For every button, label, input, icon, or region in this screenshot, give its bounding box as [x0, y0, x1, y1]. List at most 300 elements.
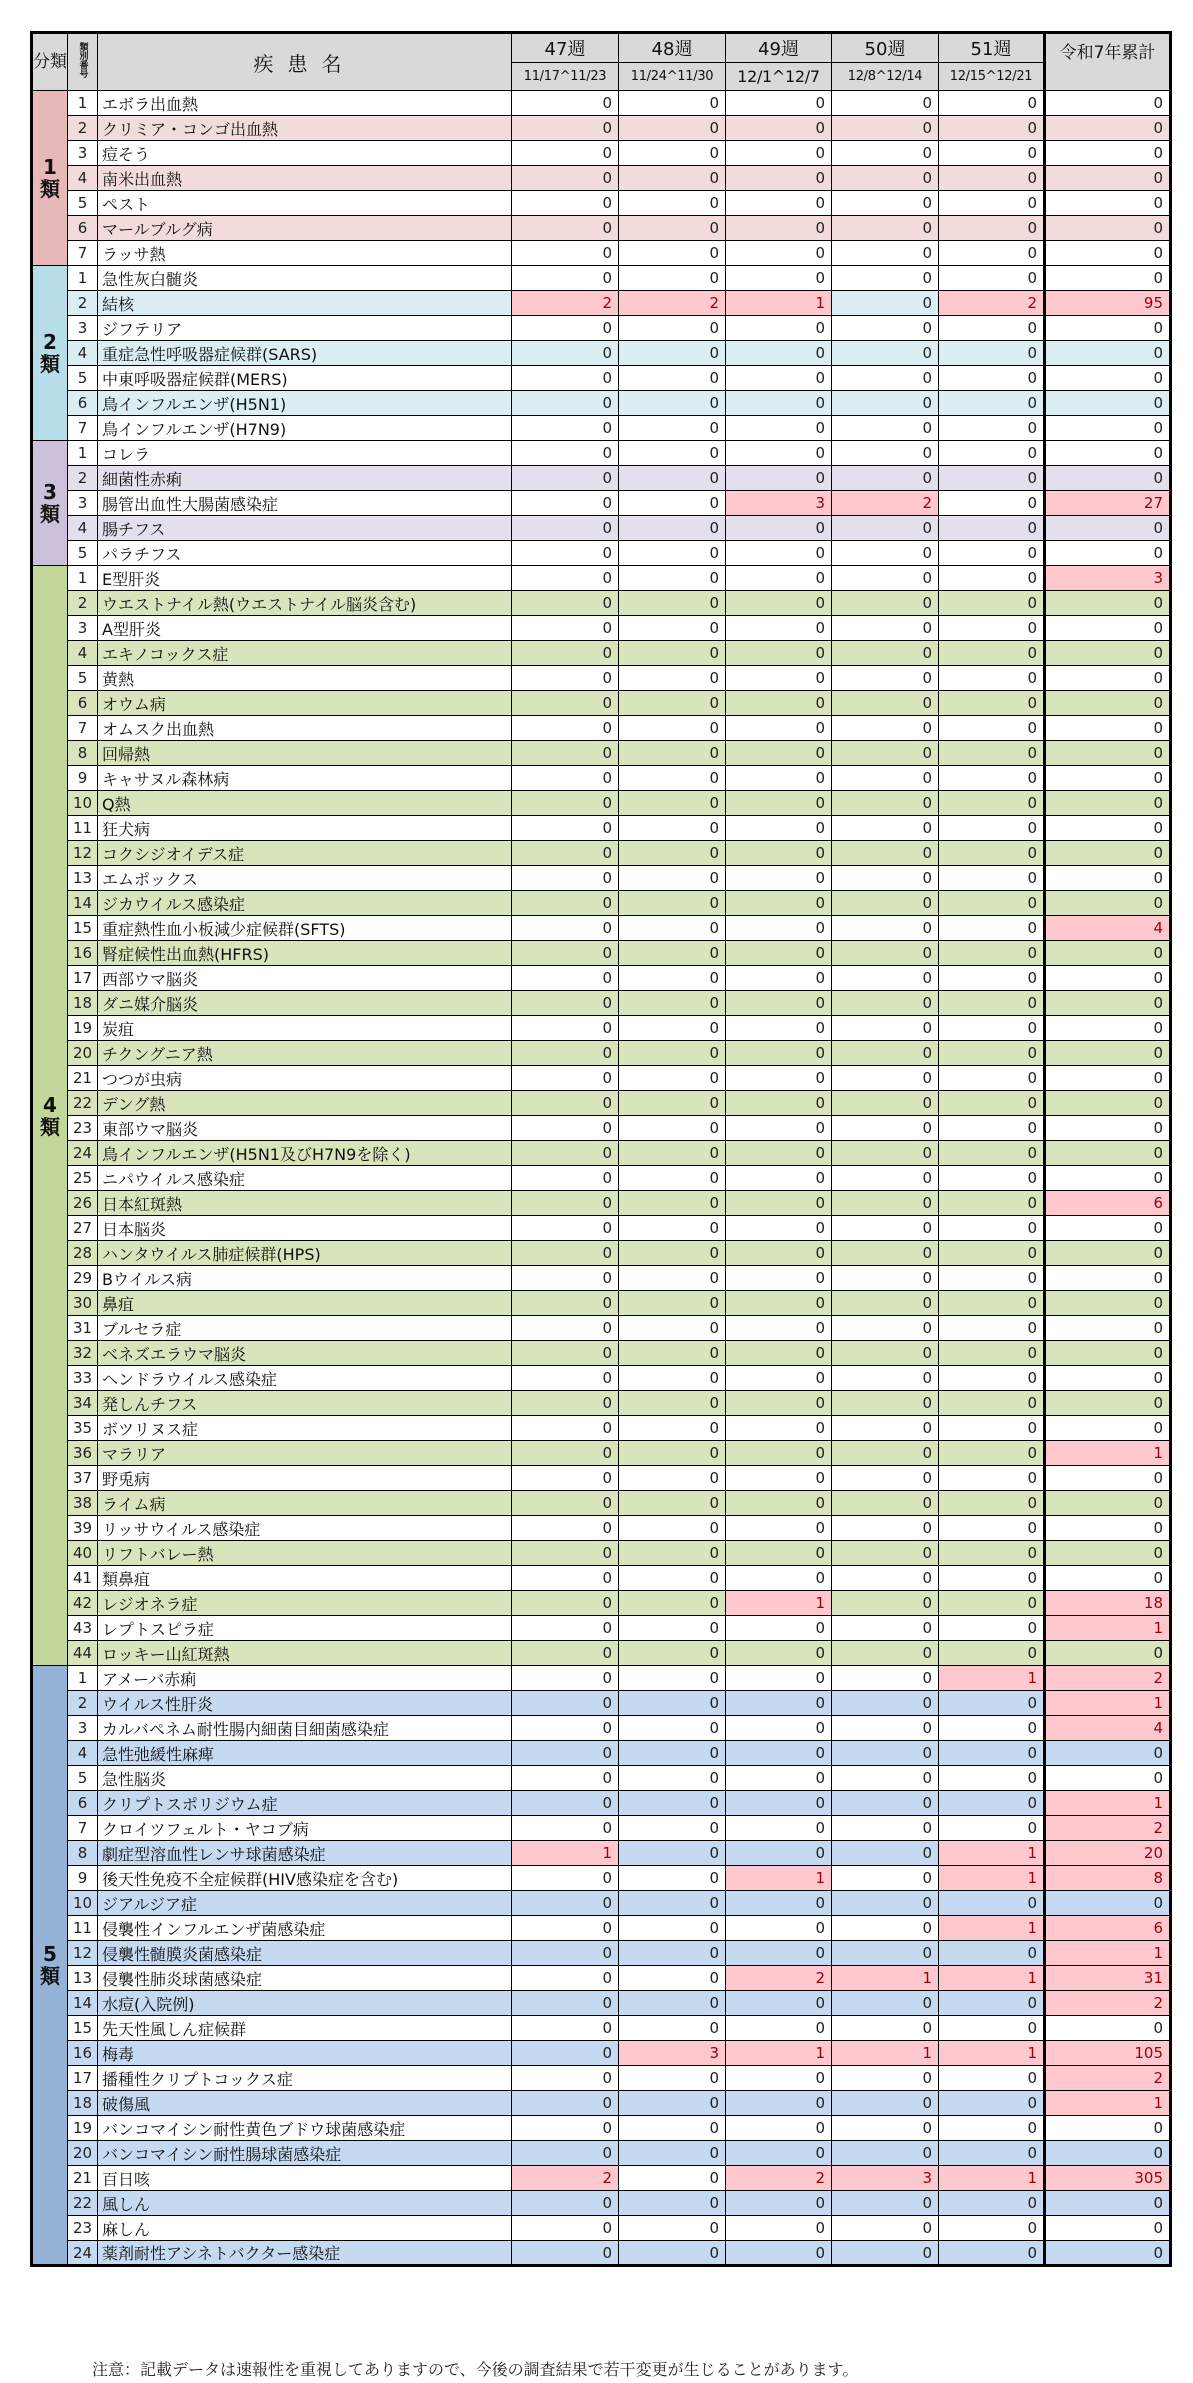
disease-name: ヘンドラウイルス感染症: [98, 1366, 512, 1391]
weekly-count: 0: [512, 216, 619, 241]
disease-number: 1: [68, 566, 98, 591]
table-row: [32, 1091, 1171, 1116]
class-label: 4類: [32, 566, 68, 1666]
annual-total: 0: [1045, 1766, 1171, 1791]
annual-total: 0: [1045, 991, 1171, 1016]
disease-number: 10: [68, 791, 98, 816]
annual-total: 0: [1045, 2216, 1171, 2241]
table-row: [32, 716, 1171, 741]
weekly-count: 1: [939, 2041, 1045, 2066]
disease-name: 西部ウマ脳炎: [98, 966, 512, 991]
weekly-count: 0: [832, 1816, 939, 1841]
weekly-count: 0: [512, 1191, 619, 1216]
weekly-count: 0: [512, 766, 619, 791]
weekly-count: 0: [832, 241, 939, 266]
annual-total: 0: [1045, 266, 1171, 291]
weekly-count: 0: [939, 716, 1045, 741]
weekly-count: 1: [512, 1841, 619, 1866]
weekly-count: 0: [619, 641, 726, 666]
weekly-count: 0: [832, 441, 939, 466]
annual-total: 1: [1045, 1791, 1171, 1816]
weekly-count: 0: [726, 991, 832, 1016]
disease-number: 13: [68, 866, 98, 891]
disease-number: 19: [68, 1016, 98, 1041]
weekly-count: 0: [832, 291, 939, 316]
weekly-count: 0: [726, 391, 832, 416]
weekly-count: 0: [619, 1516, 726, 1541]
class-label: 2類: [32, 266, 68, 441]
weekly-count: 0: [512, 1416, 619, 1441]
weekly-count: 0: [939, 1166, 1045, 1191]
weekly-count: 0: [619, 766, 726, 791]
week-header: 47週: [512, 33, 619, 63]
weekly-count: 0: [619, 1616, 726, 1641]
disease-name: オウム病: [98, 691, 512, 716]
weekly-count: 0: [619, 566, 726, 591]
table-row: [32, 91, 1171, 116]
weekly-count: 0: [512, 1666, 619, 1691]
weekly-count: 0: [512, 1816, 619, 1841]
disease-name: ハンタウイルス肺症候群(HPS): [98, 1241, 512, 1266]
weekly-count: 0: [939, 1016, 1045, 1041]
disease-number: 1: [68, 441, 98, 466]
weekly-count: 0: [832, 1491, 939, 1516]
weekly-count: 0: [512, 1216, 619, 1241]
disease-name: A型肝炎: [98, 616, 512, 641]
weekly-count: 0: [939, 2066, 1045, 2091]
disease-number: 22: [68, 2191, 98, 2216]
weekly-count: 0: [619, 1191, 726, 1216]
disease-number: 9: [68, 1866, 98, 1891]
annual-total: 2: [1045, 1991, 1171, 2016]
weekly-count: 0: [939, 816, 1045, 841]
report-body: [32, 91, 1171, 2266]
weekly-count: 0: [832, 741, 939, 766]
weekly-count: 0: [726, 2091, 832, 2116]
weekly-count: 0: [832, 191, 939, 216]
weekly-count: 1: [832, 1966, 939, 1991]
disease-number: 18: [68, 2091, 98, 2116]
disease-number: 17: [68, 966, 98, 991]
class-label: 5類: [32, 1666, 68, 2266]
weekly-count: 0: [512, 616, 619, 641]
annual-total: 0: [1045, 91, 1171, 116]
weekly-count: 0: [619, 1391, 726, 1416]
annual-total: 0: [1045, 516, 1171, 541]
table-row: [32, 666, 1171, 691]
disease-name: ロッキー山紅斑熱: [98, 1641, 512, 1666]
weekly-count: 0: [832, 1641, 939, 1666]
disease-number: 2: [68, 591, 98, 616]
table-row: [32, 741, 1171, 766]
annual-total: 0: [1045, 641, 1171, 666]
weekly-count: 0: [939, 2191, 1045, 2216]
weekly-count: 0: [832, 991, 939, 1016]
weekly-count: 1: [726, 1591, 832, 1616]
annual-total: 0: [1045, 966, 1171, 991]
class-label: 1類: [32, 91, 68, 266]
weekly-count: 0: [512, 841, 619, 866]
weekly-count: 0: [726, 766, 832, 791]
annual-total: 4: [1045, 916, 1171, 941]
weekly-count: 0: [832, 1991, 939, 2016]
disease-name: バンコマイシン耐性黄色ブドウ球菌感染症: [98, 2116, 512, 2141]
weekly-count: 0: [512, 491, 619, 516]
weekly-count: 0: [832, 1791, 939, 1816]
weekly-count: 0: [726, 2216, 832, 2241]
weekly-count: 1: [939, 1666, 1045, 1691]
weekly-count: 0: [832, 1141, 939, 1166]
weekly-count: 0: [939, 1541, 1045, 1566]
weekly-count: 0: [832, 2016, 939, 2041]
disease-number: 19: [68, 2116, 98, 2141]
weekly-count: 0: [512, 2116, 619, 2141]
week-header: 51週: [939, 33, 1045, 63]
weekly-count: 0: [512, 1066, 619, 1091]
weekly-count: 0: [726, 1566, 832, 1591]
disease-number: 3: [68, 491, 98, 516]
disease-name: 腎症候性出血熱(HFRS): [98, 941, 512, 966]
weekly-count: 0: [512, 2141, 619, 2166]
annual-total: 0: [1045, 441, 1171, 466]
disease-name: 結核: [98, 291, 512, 316]
weekly-count: 0: [726, 741, 832, 766]
table-row: [32, 1266, 1171, 1291]
weekly-count: 0: [619, 841, 726, 866]
disease-name: 日本紅斑熱: [98, 1191, 512, 1216]
weekly-count: 0: [832, 316, 939, 341]
weekly-count: 0: [939, 2216, 1045, 2241]
disease-name: 侵襲性インフルエンザ菌感染症: [98, 1916, 512, 1941]
annual-total: 0: [1045, 1066, 1171, 1091]
annual-total: 0: [1045, 1366, 1171, 1391]
annual-total: 0: [1045, 391, 1171, 416]
weekly-count: 0: [939, 1466, 1045, 1491]
disease-name: リフトバレー熱: [98, 1541, 512, 1566]
weekly-count: 0: [726, 1316, 832, 1341]
disease-number: 35: [68, 1416, 98, 1441]
weekly-count: 0: [512, 1166, 619, 1191]
weekly-count: 0: [939, 141, 1045, 166]
disease-number: 3: [68, 1716, 98, 1741]
table-row: [32, 2241, 1171, 2266]
weekly-count: 0: [939, 1591, 1045, 1616]
weekly-count: 0: [619, 1166, 726, 1191]
weekly-count: 0: [512, 116, 619, 141]
weekly-count: 0: [512, 666, 619, 691]
table-row: [32, 416, 1171, 441]
disease-name: 百日咳: [98, 2166, 512, 2191]
weekly-count: 0: [619, 466, 726, 491]
disease-number: 41: [68, 1566, 98, 1591]
weekly-count: 0: [832, 166, 939, 191]
annual-total: 1: [1045, 1691, 1171, 1716]
disease-name: レジオネラ症: [98, 1591, 512, 1616]
table-row: [32, 541, 1171, 566]
disease-name: ペスト: [98, 191, 512, 216]
weekly-count: 0: [512, 1791, 619, 1816]
weekly-count: 0: [512, 1591, 619, 1616]
weekly-count: 0: [619, 1766, 726, 1791]
disease-name: キャサヌル森林病: [98, 766, 512, 791]
weekly-count: 0: [939, 241, 1045, 266]
table-row: [32, 241, 1171, 266]
disease-number: 31: [68, 1316, 98, 1341]
weekly-count: 0: [832, 1741, 939, 1766]
weekly-count: 0: [939, 1766, 1045, 1791]
disease-name: 劇症型溶血性レンサ球菌感染症: [98, 1841, 512, 1866]
weekly-count: 0: [512, 1366, 619, 1391]
table-row: [32, 791, 1171, 816]
weekly-count: 0: [939, 1491, 1045, 1516]
weekly-count: 0: [939, 166, 1045, 191]
disease-name: 急性灰白髄炎: [98, 266, 512, 291]
weekly-count: 0: [832, 2116, 939, 2141]
weekly-count: 0: [939, 1741, 1045, 1766]
weekly-count: 0: [619, 1116, 726, 1141]
disease-name: つつが虫病: [98, 1066, 512, 1091]
disease-name: デング熱: [98, 1091, 512, 1116]
weekly-count: 0: [619, 1716, 726, 1741]
disease-number: 21: [68, 1066, 98, 1091]
annual-total: 0: [1045, 891, 1171, 916]
table-row: [32, 191, 1171, 216]
weekly-count: 0: [512, 1341, 619, 1366]
weekly-count: 0: [939, 1266, 1045, 1291]
table-row: [32, 2216, 1171, 2241]
disease-name: 播種性クリプトコックス症: [98, 2066, 512, 2091]
table-row: [32, 1966, 1171, 1991]
table-row: [32, 566, 1171, 591]
weekly-count: 0: [512, 1916, 619, 1941]
annual-total: 0: [1045, 1216, 1171, 1241]
annual-total: 0: [1045, 591, 1171, 616]
table-row: [32, 1941, 1171, 1966]
annual-total: 0: [1045, 1516, 1171, 1541]
week-range: 12/8^12/14: [832, 63, 939, 91]
weekly-count: 0: [939, 1041, 1045, 1066]
disease-name: 中東呼吸器症候群(MERS): [98, 366, 512, 391]
weekly-count: 0: [619, 866, 726, 891]
weekly-count: 3: [726, 491, 832, 516]
table-row: [32, 1516, 1171, 1541]
weekly-count: 0: [619, 541, 726, 566]
annual-total: 0: [1045, 166, 1171, 191]
disease-number: 5: [68, 666, 98, 691]
disease-number: 33: [68, 1366, 98, 1391]
weekly-count: 0: [726, 1841, 832, 1866]
disease-number: 23: [68, 1116, 98, 1141]
disease-name: 後天性免疫不全症候群(HIV感染症を含む): [98, 1866, 512, 1891]
disease-name: 鳥インフルエンザ(H5N1): [98, 391, 512, 416]
disease-number: 2: [68, 1691, 98, 1716]
table-row: [32, 491, 1171, 516]
disease-name: ベネズエラウマ脳炎: [98, 1341, 512, 1366]
disease-name: 重症急性呼吸器症候群(SARS): [98, 341, 512, 366]
disease-number: 8: [68, 1841, 98, 1866]
disease-number: 18: [68, 991, 98, 1016]
weekly-count: 0: [832, 1166, 939, 1191]
weekly-count: 0: [726, 1341, 832, 1366]
annual-total: 1: [1045, 2091, 1171, 2116]
table-row: [32, 466, 1171, 491]
disease-name: 薬剤耐性アシネトバクター感染症: [98, 2241, 512, 2266]
table-row: [32, 1166, 1171, 1191]
weekly-count: 0: [726, 1516, 832, 1541]
disease-number: 2: [68, 466, 98, 491]
weekly-count: 0: [832, 966, 939, 991]
weekly-count: 0: [832, 1941, 939, 1966]
weekly-count: 0: [512, 1291, 619, 1316]
annual-total: 0: [1045, 1316, 1171, 1341]
disease-number: 11: [68, 816, 98, 841]
weekly-count: 0: [832, 1566, 939, 1591]
weekly-count: 0: [512, 891, 619, 916]
disease-number: 10: [68, 1891, 98, 1916]
table-row: [32, 2016, 1171, 2041]
disease-name: ダニ媒介脳炎: [98, 991, 512, 1016]
annual-total: 0: [1045, 1391, 1171, 1416]
weekly-count: 3: [832, 2166, 939, 2191]
annual-total: 95: [1045, 291, 1171, 316]
disease-number: 7: [68, 241, 98, 266]
weekly-count: 0: [619, 316, 726, 341]
weekly-count: 0: [939, 466, 1045, 491]
disease-number: 6: [68, 391, 98, 416]
weekly-count: 0: [726, 691, 832, 716]
weekly-count: 0: [939, 1816, 1045, 1841]
annual-total: 1: [1045, 1616, 1171, 1641]
weekly-count: 0: [512, 516, 619, 541]
week-range: 11/24^11/30: [619, 63, 726, 91]
weekly-count: 0: [619, 816, 726, 841]
weekly-count: 2: [512, 291, 619, 316]
disease-name: マールブルグ病: [98, 216, 512, 241]
annual-total: 0: [1045, 1091, 1171, 1116]
weekly-count: 0: [512, 641, 619, 666]
annual-total: 0: [1045, 1166, 1171, 1191]
weekly-count: 0: [832, 141, 939, 166]
weekly-count: 0: [619, 1266, 726, 1291]
weekly-count: 0: [619, 1141, 726, 1166]
weekly-count: 0: [832, 266, 939, 291]
table-row: [32, 2091, 1171, 2116]
weekly-count: 0: [726, 191, 832, 216]
weekly-count: 0: [939, 1091, 1045, 1116]
table-row: [32, 1616, 1171, 1641]
weekly-count: 0: [939, 566, 1045, 591]
weekly-count: 0: [512, 966, 619, 991]
weekly-count: 0: [619, 191, 726, 216]
weekly-count: 2: [726, 2166, 832, 2191]
weekly-count: 0: [939, 866, 1045, 891]
weekly-count: 0: [832, 391, 939, 416]
weekly-count: 0: [619, 2216, 726, 2241]
disease-number: 44: [68, 1641, 98, 1666]
disease-name: エキノコックス症: [98, 641, 512, 666]
weekly-count: 0: [726, 816, 832, 841]
disease-number: 16: [68, 941, 98, 966]
annual-total: 0: [1045, 466, 1171, 491]
header-row-top: [32, 33, 1171, 63]
disease-number: 37: [68, 1466, 98, 1491]
weekly-count: 0: [619, 1591, 726, 1616]
weekly-count: 0: [832, 1391, 939, 1416]
disease-name: バンコマイシン耐性腸球菌感染症: [98, 2141, 512, 2166]
weekly-count: 0: [832, 341, 939, 366]
annual-total: 105: [1045, 2041, 1171, 2066]
weekly-count: 0: [726, 1366, 832, 1391]
annual-total: 0: [1045, 691, 1171, 716]
weekly-count: 0: [619, 516, 726, 541]
weekly-count: 0: [726, 566, 832, 591]
weekly-count: 0: [939, 2016, 1045, 2041]
table-row: [32, 1841, 1171, 1866]
annual-total: 0: [1045, 1541, 1171, 1566]
weekly-count: 0: [939, 966, 1045, 991]
weekly-count: 0: [832, 1416, 939, 1441]
disease-name: 腸管出血性大腸菌感染症: [98, 491, 512, 516]
disease-name: Q熱: [98, 791, 512, 816]
table-row: [32, 1241, 1171, 1266]
weekly-count: 0: [512, 1641, 619, 1666]
disease-number: 22: [68, 1091, 98, 1116]
disease-name: 侵襲性髄膜炎菌感染症: [98, 1941, 512, 1966]
weekly-count: 0: [512, 1091, 619, 1116]
weekly-count: 0: [939, 1391, 1045, 1416]
annual-total: 8: [1045, 1866, 1171, 1891]
weekly-count: 0: [939, 266, 1045, 291]
weekly-count: 0: [512, 2041, 619, 2066]
annual-total: 0: [1045, 666, 1171, 691]
weekly-count: 0: [726, 241, 832, 266]
weekly-count: 0: [619, 666, 726, 691]
weekly-count: 0: [619, 616, 726, 641]
weekly-count: 0: [939, 116, 1045, 141]
weekly-count: 0: [726, 1266, 832, 1291]
table-row: [32, 441, 1171, 466]
disease-name: 東部ウマ脳炎: [98, 1116, 512, 1141]
weekly-count: 0: [512, 241, 619, 266]
annual-total: 2: [1045, 2066, 1171, 2091]
annual-total: 0: [1045, 941, 1171, 966]
weekly-count: 0: [619, 1366, 726, 1391]
weekly-count: 0: [939, 741, 1045, 766]
weekly-count: 0: [939, 1116, 1045, 1141]
weekly-count: 0: [832, 1516, 939, 1541]
table-row: [32, 1666, 1171, 1691]
week-range: 11/17^11/23: [512, 63, 619, 91]
weekly-count: 0: [512, 916, 619, 941]
weekly-count: 0: [619, 1066, 726, 1091]
table-row: [32, 641, 1171, 666]
weekly-count: 0: [939, 1066, 1045, 1091]
weekly-count: 0: [619, 391, 726, 416]
weekly-count: 0: [939, 2091, 1045, 2116]
table-row: [32, 2141, 1171, 2166]
weekly-count: 0: [726, 1016, 832, 1041]
weekly-count: 0: [512, 941, 619, 966]
weekly-count: 0: [512, 266, 619, 291]
weekly-count: 0: [726, 2241, 832, 2266]
weekly-count: 0: [726, 416, 832, 441]
class-label: 3類: [32, 441, 68, 566]
weekly-count: 0: [512, 1541, 619, 1566]
weekly-count: 0: [726, 1466, 832, 1491]
weekly-count: 0: [619, 966, 726, 991]
annual-total: 0: [1045, 1116, 1171, 1141]
class-header: 分類: [32, 33, 68, 91]
